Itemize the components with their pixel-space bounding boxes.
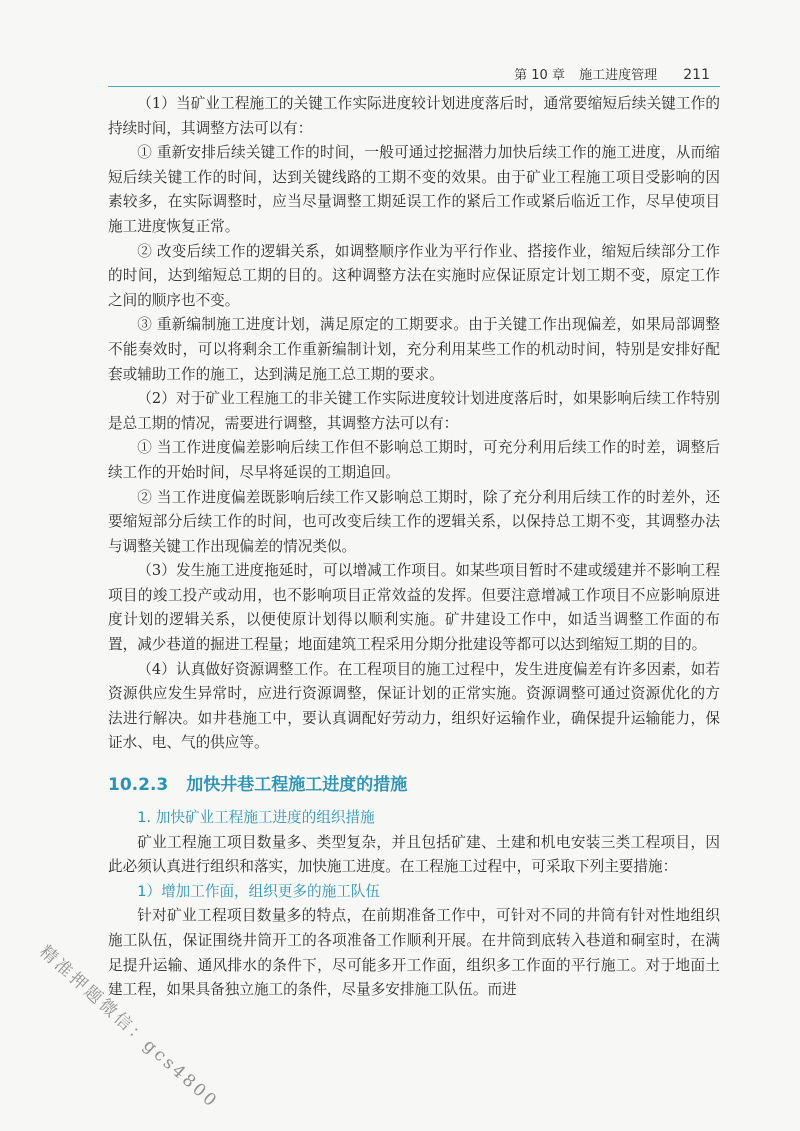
paragraph: （2）对于矿业工程施工的非关键工作实际进度较计划进度落后时，如果影响后续工作特别是总工期的情况，需要进行调整，其调整方法可以有： [108,390,720,432]
page-body [108,92,720,1003]
paragraph: ① 当工作进度偏差影响后续工作但不影响总工期时，可充分利用后续工作的时差，调整后续工作的开始时间，尽早将延误的工期追回。 [108,439,720,481]
section-heading [108,772,720,798]
paragraph: （3）发生施工进度拖延时，可以增减工作项目。如某些项目暂时不建或缓建并不影响工程项目的竣工投产或动用，也不影响项目正常效益的发挥。但要注意增减工作项目不应影响原进度计划的逻辑关系，以便使原计划得以顺利实施。矿井建设工作中，如适当调整工作面的布置，减少巷道的掘进工程量；地面建筑工程采用分期分批建设等都可以达到缩短工期的目的。 [108,562,720,654]
paragraph: ③ 重新编制施工进度计划，满足原定的工期要求。由于关键工作出现偏差，如果局部调整不能奏效时，可以将剩余工作重新编制计划，充分利用某些工作的机动时间，特别是安排好配套或辅助工作的施工，达到满足施工总工期的要求。 [108,316,720,383]
paragraph: ② 改变后续工作的逻辑关系，如调整顺序作业为平行作业、搭接作业，缩短后续部分工作的时间，达到缩短总工期的目的。这种调整方法在实施时应保证原定计划工期不变，原定工作之间的顺序也不变。 [108,242,720,309]
section-number: 10.2.3 [108,775,169,796]
chapter-title: 施工进度管理 [579,68,658,83]
section-title: 加快井巷工程施工进度的措施 [186,775,408,796]
paragraph: 针对矿业工程项目数量多的特点，在前期准备工作中，可针对不同的井筒有针对性地组织施工队伍，保证围绕井筒开工的各项准备工作顺利开展。在井筒到底转入巷道和硐室时，在满足提升运输、通风排水的条件下，尽可能多开工作面，组织多工作面的平行施工。对于地面土建工程，如果具备独立施工的条件，尽量多安排施工队伍。而进 [108,907,720,999]
paragraph: ① 重新安排后续关键工作的时间，一般可通过挖掘潜力加快后续工作的施工进度，从而缩短后续关键工作的时间，达到关键线路的工期不变的效果。由于矿业工程施工项目受影响的因素较多，在实际调整时，应当尽量调整工期延误工作的紧后工作或紧后临近工作，尽早使项目施工进度恢复正常。 [108,144,720,235]
chapter-label: 第 10 章 [514,68,565,83]
subsubsection-heading: 1）增加工作面，组织更多的施工队伍 [137,882,380,900]
paragraph: 矿业工程施工项目数量多、类型复杂，并且包括矿建、土建和机电安装三类工程项目，因此必须认真进行组织和落实，加快施工进度。在工程施工过程中，可采取下列主要措施： [108,833,720,876]
header-info [504,64,710,83]
paragraph: （4）认真做好资源调整工作。在工程项目的施工过程中，发生进度偏差有许多因素，如若资源供应发生异常时，应进行资源调整，保证计划的正常实施。资源调整可通过资源优化的方法进行解决。如井巷施工中，要认真调配好劳动力，组织好运输作业，确保提升运输能力，保证水、电、气的供应等。 [108,660,720,752]
paragraph: ② 当工作进度偏差既影响后续工作又影响总工期时，除了充分利用后续工作的时差外，还要缩短部分后续工作的时间，也可改变后续工作的逻辑关系，以保持总工期不变，其调整办法与调整关键工作出现偏差的情况类似。 [108,488,720,555]
page-header [108,60,720,87]
paragraph: （1）当矿业工程施工的关键工作实际进度较计划进度落后时，通常要缩短后续关键工作的持续时间，其调整方法可以有： [108,95,720,137]
page-number: 211 [683,67,710,83]
subsection-heading: 1. 加快矿业工程施工进度的组织措施 [137,809,375,827]
watermark-text: 精准押题微信：gcs4800 [35,941,223,1113]
